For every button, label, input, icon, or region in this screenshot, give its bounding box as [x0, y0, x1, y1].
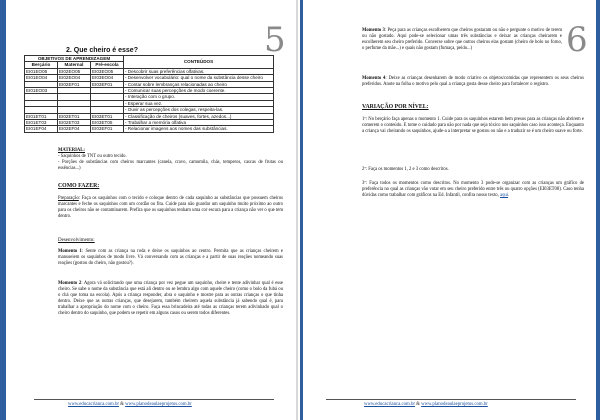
- footer-link-educacrianca[interactable]: www.educacrianca.com.br: [68, 402, 119, 407]
- footer-link-planodeaula[interactable]: www.planodeaulaeprojetos.com.br: [421, 402, 488, 407]
- footer-separator: &: [118, 402, 126, 407]
- table-cell: - Classificação de cheiros (suaves, fortes, azedos...): [124, 113, 274, 119]
- table-cell: EI02EF01: [58, 81, 91, 87]
- table-cell: EI01EO04: [25, 75, 58, 81]
- momento-3-paragraph: [362, 28, 562, 52]
- material-line: - Porções de substâncias com cheiros marcantes (canela, cravo, camomila, chás, temperos, cascas de frutas ou essências...): [58, 160, 283, 172]
- variacao-2-paragraph: 2º: Faça os momentos 1, 2 e 3 como descritos.: [362, 167, 449, 172]
- variacao-3-text: 3º: Faça todos os momentos como descritos. No momento 3 pode-se organizar com as crianças um gráfico de preferência no qual as crianças vão votar em seu cheiro preferido entre três ou quatro opções (EI03ET08). Caso tenha dúvidas como trabalhar com gráficos na Ed. Infantil, confira nosso texto,: [362, 181, 584, 199]
- footer-rule: [34, 399, 274, 400]
- col-bercario: Berçário: [25, 62, 58, 68]
- objectives-table: [24, 55, 274, 133]
- footer: [364, 402, 488, 407]
- table-cell: EI03EO04: [91, 75, 124, 81]
- variacao-heading: VARIAÇÃO POR NÍVEL:: [362, 104, 429, 110]
- viewer-border-right: [596, 0, 600, 420]
- footer-link-educacrianca[interactable]: www.educacrianca.com.br: [364, 402, 415, 407]
- table-cell: EI03EF01: [91, 81, 124, 87]
- table-cell: - Comunicar suas percepções de modo coerente.: [124, 88, 274, 94]
- objectives-header: OBJETIVOS DE APRENDIZAGEM: [25, 56, 124, 62]
- momento-4-paragraph: [362, 76, 584, 88]
- table-cell: - Esperar sua vez.: [124, 100, 274, 106]
- material-section: [58, 148, 283, 172]
- footer-separator: &: [414, 402, 422, 407]
- preparacao-label: Preparação: [58, 196, 79, 201]
- como-fazer-heading: COMO FAZER:: [58, 183, 100, 189]
- col-preescola: Pré-escola: [91, 62, 124, 68]
- table-cell: EI01ET01: [25, 113, 58, 119]
- activity-title: 2. Que cheiro é esse?: [66, 47, 138, 54]
- table-cell: EI03EO05: [91, 68, 124, 74]
- variacao-1-paragraph: 1º: No berçário faça apenas o momento 1. Cuide para os saquinhos estarem bem presos para as crianças não abrirem e comerem o conteúdo. E tome o cuidado para não por nada que seja tóxico nos saquinhos caso isso aconteça. Enquanto a criança vai cheirando os saquinhos, ajude-a a interpretar se gostou ou não e a traduzir se é um cheiro suave ou forte.: [362, 117, 584, 135]
- material-heading: MATERIAL:: [58, 148, 85, 153]
- table-cell: EI03ET01: [91, 113, 124, 119]
- table-cell: EI02ET01: [58, 113, 91, 119]
- desenvolvimento-label: Desenvolvimento:: [58, 238, 95, 243]
- table-cell: - Interação com o grupo.: [124, 94, 274, 100]
- momento-3-text: : Peça para as crianças escolherem que cheiros gostaram ou não e pergunte o motivo de terem ou não gostado. Aqui pode-se selecionar umas três substâncias e deixar as crianças cheirarem e escolherem seu cheiro preferido. Converse sobre que outros cheiros elas gostam (cheiro de bolo no forno, o perfume da mãe...) e quais não gostam (fumaça, peido...): [362, 28, 562, 52]
- contents-header: CONTEÚDOS: [124, 56, 274, 69]
- preparacao-paragraph: [58, 196, 283, 220]
- page-gap: [296, 0, 298, 420]
- material-line: - Saquinhos de TNT ou outro tecido.: [58, 154, 127, 160]
- col-maternal: Maternal: [58, 62, 91, 68]
- table-cell: EI02EO04: [58, 75, 91, 81]
- table-cell: - Relacionar imagens aos nomes das substâncias.: [124, 126, 274, 132]
- footer: [68, 402, 192, 407]
- table-cell: - Descobrir suas preferências olfativas.: [124, 68, 274, 74]
- footer-rule: [326, 399, 576, 400]
- momento-4-text: : Deixe as crianças desenharem de modo criativo os objetos/comidas que representem os seus cheiros preferidos. Anote na folha o motivo pelo qual a criança gosta desse cheiro para fortalecer o registro.: [362, 76, 585, 88]
- table-cell: - Ouvir as percepções dos colegas, respeita-las.: [124, 107, 274, 113]
- table-row: [25, 75, 274, 81]
- momento-1-paragraph: [58, 249, 283, 267]
- table-cell: - Trabalhar a memória olfativa: [124, 120, 274, 126]
- table-cell: EI02ET03: [58, 120, 91, 126]
- page-6: [304, 0, 594, 420]
- aqui-link[interactable]: aqui: [499, 193, 509, 199]
- momento-3-label: Momento 3: [362, 28, 385, 33]
- table-cell: EI01EO05: [25, 68, 58, 74]
- page-5: [6, 0, 294, 420]
- table-cell: EI01ET03: [25, 120, 58, 126]
- momento-4-label: Momento 4: [362, 76, 386, 81]
- momento-1-label: Momento 1: [58, 249, 82, 254]
- table-cell: EI03ET05: [91, 120, 124, 126]
- table-cell: EI03EF01: [91, 126, 124, 132]
- table-cell: EI02EF04: [58, 126, 91, 132]
- page-number: 6: [566, 20, 588, 60]
- momento-2-label: Momento 2: [58, 281, 82, 286]
- table-row: [25, 126, 274, 132]
- page-number: 5: [264, 20, 286, 60]
- viewer-divider: [300, 0, 303, 420]
- momento-2-paragraph: [58, 281, 283, 318]
- momento-2-text: : Agora vá solicitando que uma criança por vez pegue um saquinho, cheire e tente adivinhar qual é esse cheiro. Se sabe o nome da substância que está ali dentro ou se lembra algo com aquele cheiro (como o bolo da fubá ou o chá que toma na escola). Após a criança responder, abra o saquinho e mostre para as outras crianças o que tinha dentro. Deixe que as outras crianças, que desejarem, também cheirem aquela substância já sabendo qual é, para trabalhar a apropriação do nome com o cheiro. Faça essa brincadeira até todas as crianças terem adivinhado qual o cheiro dentro do saquinho, que podem se repetir em alguns casos ou serem todos diferentes.: [58, 281, 283, 317]
- momento-1-text: : Sente com as criança na roda e deixe os saquinhos ao centro. Permita que as crianças cheirem e manuseiem os saquinhos de modo livre. Vá conversando com as crianças e a partir de suas reações nomeando suas reações (gostou do cheiro, não gostou?).: [58, 249, 284, 267]
- footer-link-planodeaula[interactable]: www.planodeaulaeprojetos.com.br: [125, 402, 192, 407]
- table-cell: EI02EO05: [58, 68, 91, 74]
- table-cell: EI01EO03: [25, 88, 58, 94]
- table-cell: EI01EF04: [25, 126, 58, 132]
- table-cell: - Desenvolver vocabulário: qual o nome da substância desse cheiro: [124, 75, 274, 81]
- preparacao-text: : Faça os saquinhos com o tecido e coloque dentro de cada saquinho as substâncias que possuem cheiros marcantes e feche os saquinhos com um cordão ou fita. Cuide para não guardar um saquinho muito próximo ao outro para os cheiros não se contaminarem. Prefira que os saquinhos tenham uma cor escura para a criança não ver o que tem dentro.: [58, 196, 283, 220]
- table-cell: - Contar sobre lembranças relacionadas ao cheiro: [124, 81, 274, 87]
- variacao-3-paragraph: [362, 181, 584, 199]
- variacao-3-end: .: [508, 193, 510, 199]
